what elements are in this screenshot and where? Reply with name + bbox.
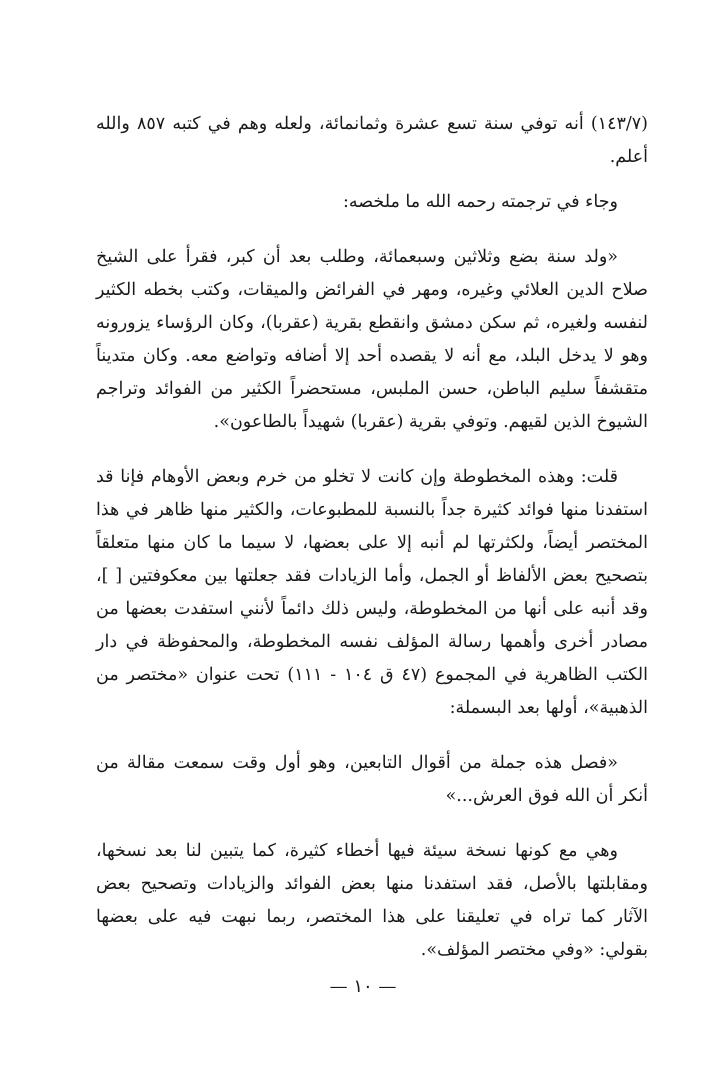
paragraph-copy-note: وهي مع كونها نسخة سيئة فيها أخطاء كثيرة، كما يتبين لنا بعد نسخها، ومقابلتها بالأصل، فقد استفدنا منها بعض الفوائد والزيادات وتصحيح بعض الآثار كما تراه في تعليقنا على هذا المختصر، ربما نبهت فيه على بعضها بقولي: «وفي مختصر المؤلف».: [96, 841, 648, 960]
paragraph-fasl-quote: «فصل هذه جملة من أقوال التابعين، وهو أول وقت سمعت مقالة من أنكر أن الله فوق العرش...»: [96, 753, 648, 806]
page-number: — ١٠ —: [329, 976, 397, 997]
page-body: [96, 108, 648, 967]
paragraph-biography-intro: وجاء في ترجمته رحمه الله ما ملخصه:: [342, 192, 618, 212]
paragraph-biography-quote: «ولد سنة بضع وثلاثين وسبعمائة، وطلب بعد أن كبر، فقرأ على الشيخ صلاح الدين العلائي وغيره، ومهر في الفرائض والميقات، وكتب بخطه الكثير لنفسه ولغيره، ثم سكن دمشق وانقطع بقرية (عقربا)، وكان الرؤساء يزورونه وهو لا يدخل البلد، مع أنه لا يقصده أحد إلا أضافه وتواضع معه. وكان متديناً متقشفاً سليم الباطن، حسن الملبس، مستحضراً الكثير من الفوائد وتراجم الشيوخ الذين لقيهم. وتوفي بقرية (عقربا) شهيداً بالطاعون».: [96, 247, 648, 432]
paragraph-manuscript-note: قلت: وهذه المخطوطة وإن كانت لا تخلو من خرم وبعض الأوهام فإنا قد استفدنا منها فوائد كثيرة جداً بالنسبة للمطبوعات، والكثير منها ظاهر في هذا المختصر أيضاً، ولكثرتها لم أنبه إلا على بعضها، لا سيما ما كان منها متعلقاً بتصحيح بعض الألفاظ أو الجمل، وأما الزيادات فقد جعلتها بين معكوفتين [ ]، وقد أنبه على أنها من المخطوطة، وليس ذلك دائماً لأنني استفدت بعضها من مصادر أخرى وأهمها رسالة المؤلف نفسه المخطوطة، والمحفوظة في دار الكتب الظاهرية في المجموع (٤٧ ق ١٠٤ - ١١١) تحت عنوان «مختصر من الذهبية»، أولها بعد البسملة:: [96, 467, 648, 718]
paragraph-hijri-note: (١٤٣/٧) أنه توفي سنة تسع عشرة وثمانمائة، ولعله وهم في كتبه ٨٥٧ والله أعلم.: [96, 114, 648, 167]
